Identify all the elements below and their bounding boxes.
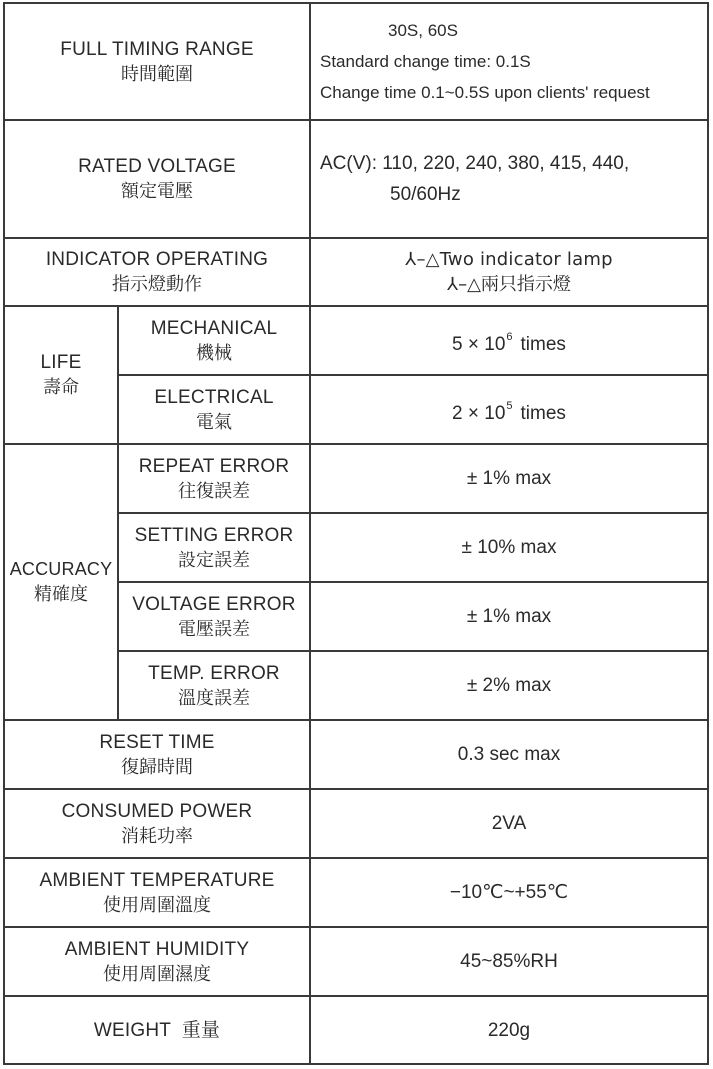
value-full-timing-range bbox=[310, 3, 708, 120]
row-ambient-humidity bbox=[4, 927, 708, 996]
indicator-line-1: ⅄–△Two indicator lamp bbox=[405, 249, 613, 270]
label-ambient-temperature bbox=[4, 858, 310, 927]
label-electrical bbox=[118, 375, 310, 444]
label-zh: 設定誤差 bbox=[178, 549, 250, 571]
label-temp-error bbox=[118, 651, 310, 720]
label-zh: 指示燈動作 bbox=[112, 274, 202, 295]
voltage-line-1: AC(V): 110, 220, 240, 380, 415, 440, bbox=[320, 153, 630, 174]
row-weight bbox=[4, 996, 708, 1064]
value-setting-error: ± 10% max bbox=[310, 513, 708, 582]
label-en: MECHANICAL bbox=[150, 317, 278, 339]
label-en: AMBIENT TEMPERATURE bbox=[39, 869, 275, 891]
value-ambient-humidity: 45~85%RH bbox=[310, 927, 708, 996]
label-zh: 使用周圍濕度 bbox=[103, 963, 211, 985]
row-reset-time bbox=[4, 720, 708, 789]
value-temp-error: ± 2% max bbox=[310, 651, 708, 720]
label-en: ELECTRICAL bbox=[154, 386, 274, 408]
specification-table bbox=[3, 2, 709, 1065]
label-repeat-error bbox=[118, 444, 310, 513]
label-en: ACCURACY bbox=[9, 559, 113, 579]
label-accuracy bbox=[4, 444, 118, 720]
voltage-line-2: 50/60Hz bbox=[390, 184, 461, 205]
label-en: FULL TIMING RANGE bbox=[60, 38, 254, 60]
label-en: REPEAT ERROR bbox=[138, 455, 290, 477]
label-indicator-operating bbox=[4, 238, 310, 306]
label-en: LIFE bbox=[40, 352, 82, 373]
value-ambient-temperature: −10℃~+55℃ bbox=[310, 858, 708, 927]
mechanical-unit: times bbox=[520, 333, 566, 355]
row-consumed-power bbox=[4, 789, 708, 858]
value-weight: 220g bbox=[310, 996, 708, 1064]
label-zh: 額定電壓 bbox=[121, 181, 193, 202]
label-en: TEMP. ERROR bbox=[148, 662, 280, 684]
label-setting-error bbox=[118, 513, 310, 582]
label-zh: 時間範圍 bbox=[121, 63, 193, 85]
mechanical-base: 5 × 10 bbox=[452, 333, 506, 355]
timing-line-1: 30S, 60S bbox=[388, 21, 458, 40]
label-zh: 復歸時間 bbox=[121, 756, 193, 778]
label-en: VOLTAGE ERROR bbox=[132, 593, 296, 615]
label-en: INDICATOR OPERATING bbox=[45, 249, 269, 270]
label-en: AMBIENT HUMIDITY bbox=[64, 938, 250, 960]
label-rated-voltage bbox=[4, 120, 310, 238]
label-zh: 往復誤差 bbox=[178, 480, 250, 502]
value-consumed-power: 2VA bbox=[310, 789, 708, 858]
label-voltage-error bbox=[118, 582, 310, 651]
value-voltage-error: ± 1% max bbox=[310, 582, 708, 651]
label-mechanical bbox=[118, 306, 310, 375]
electrical-exponent: 5 bbox=[506, 399, 513, 412]
row-rated-voltage bbox=[4, 120, 708, 238]
label-full-timing-range bbox=[4, 3, 310, 120]
label-zh: 使用周圍溫度 bbox=[103, 894, 211, 916]
label-en: RATED VOLTAGE bbox=[78, 156, 236, 177]
value-indicator-operating bbox=[310, 238, 708, 306]
label-zh: 壽命 bbox=[43, 377, 79, 398]
electrical-unit: times bbox=[520, 402, 566, 424]
value-mechanical-life bbox=[310, 306, 708, 375]
label-reset-time bbox=[4, 720, 310, 789]
label-weight-text: WEIGHT 重量 bbox=[93, 1019, 221, 1041]
label-zh: 溫度誤差 bbox=[178, 687, 250, 709]
timing-line-2: Standard change time: 0.1S bbox=[320, 52, 531, 71]
label-zh: 電氣 bbox=[196, 411, 232, 433]
mechanical-exponent: 6 bbox=[506, 330, 513, 343]
label-en: SETTING ERROR bbox=[134, 524, 294, 546]
electrical-base: 2 × 10 bbox=[452, 402, 506, 424]
label-en: CONSUMED POWER bbox=[61, 800, 253, 822]
row-ambient-temperature bbox=[4, 858, 708, 927]
value-repeat-error: ± 1% max bbox=[310, 444, 708, 513]
value-electrical-life bbox=[310, 375, 708, 444]
label-zh: 電壓誤差 bbox=[178, 618, 250, 640]
row-life-mechanical bbox=[4, 306, 708, 375]
row-full-timing-range bbox=[4, 3, 708, 120]
value-rated-voltage bbox=[310, 120, 708, 238]
indicator-line-2: ⅄–△兩只指示燈 bbox=[447, 274, 571, 295]
label-consumed-power bbox=[4, 789, 310, 858]
label-zh: 機械 bbox=[196, 342, 232, 364]
row-accuracy-repeat bbox=[4, 444, 708, 513]
timing-line-3: Change time 0.1~0.5S upon clients' request bbox=[320, 83, 650, 102]
label-en: RESET TIME bbox=[99, 731, 215, 753]
label-zh: 消耗功率 bbox=[121, 825, 193, 847]
label-life bbox=[4, 306, 118, 444]
label-weight bbox=[4, 996, 310, 1064]
row-indicator-operating bbox=[4, 238, 708, 306]
label-ambient-humidity bbox=[4, 927, 310, 996]
value-reset-time: 0.3 sec max bbox=[310, 720, 708, 789]
label-zh: 精確度 bbox=[34, 584, 88, 605]
